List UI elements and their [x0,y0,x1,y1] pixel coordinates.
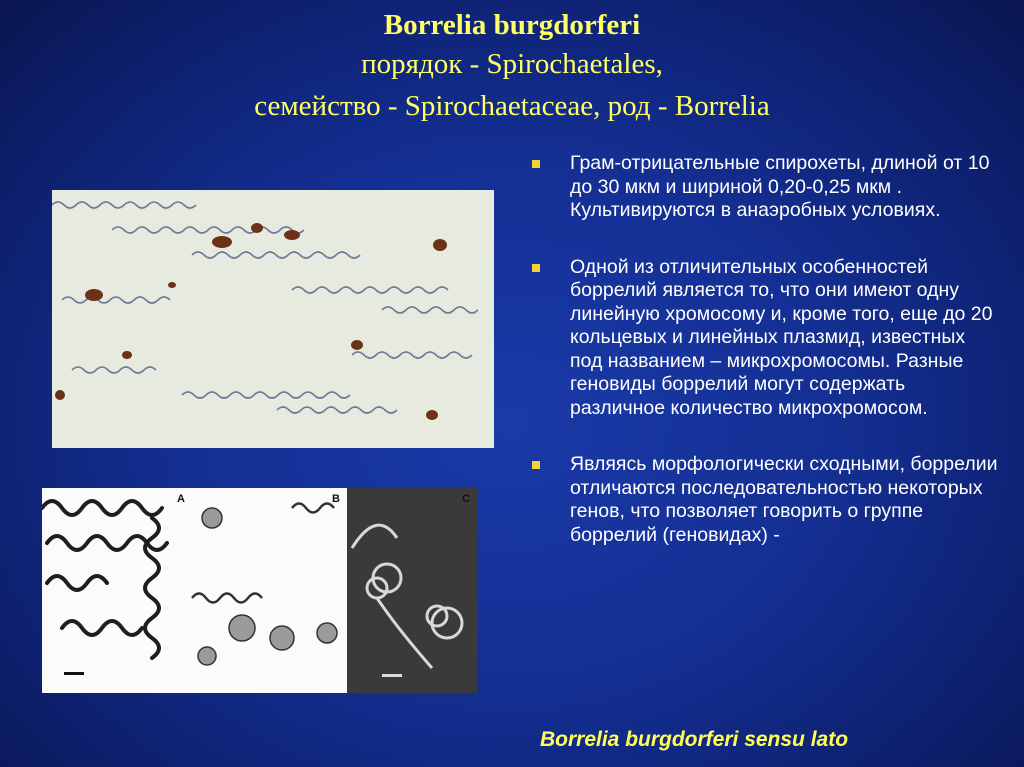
species-caption: Borrelia burgdorferi sensu lato [540,728,849,751]
bullet-item [530,152,1000,223]
micrograph-stained-image [52,190,494,448]
bullet-item [530,256,1000,421]
square-bullet-icon [532,160,540,168]
title-line-3: семейство - Spirochaetaceae, род - Borrelia [254,90,770,122]
micrograph-stained-spirochetes [52,190,494,448]
bullet-text: Являясь морфологически сходными, боррелии отличаются последовательностью некоторых генов, что позволяет говорить о группе боррелий (геновидах) - [570,453,998,546]
title-line-1: Borrelia burgdorferi [383,9,641,41]
bullet-item [530,453,1000,547]
micrograph-abc-image [42,488,477,693]
bullet-text: Одной из отличительных особенностей боррелий является то, что они имеют одну линейную хромосому и, кроме того, еще до 20 кольцевых и линейных плазмид, известных под названием – микрохромосомы. Разные геновиды боррелий могут содержать различное количество микрохромосом. [570,255,993,419]
panel-label-c: C [462,493,470,505]
slide-title [0,6,1024,128]
bullet-list [530,152,1000,547]
square-bullet-icon [532,264,540,272]
bullet-text: Грам-отрицательные спирохеты, длиной от 10 до 30 мкм и шириной 0,20-0,25 мкм . Культивируются в анаэробных условиях. [570,152,990,221]
title-line-2: порядок - Spirochaetales, [361,48,663,80]
panel-label-b: B [332,493,340,505]
square-bullet-icon [532,461,540,469]
micrograph-panels-abc [42,488,477,693]
panel-label-a: A [177,493,185,505]
